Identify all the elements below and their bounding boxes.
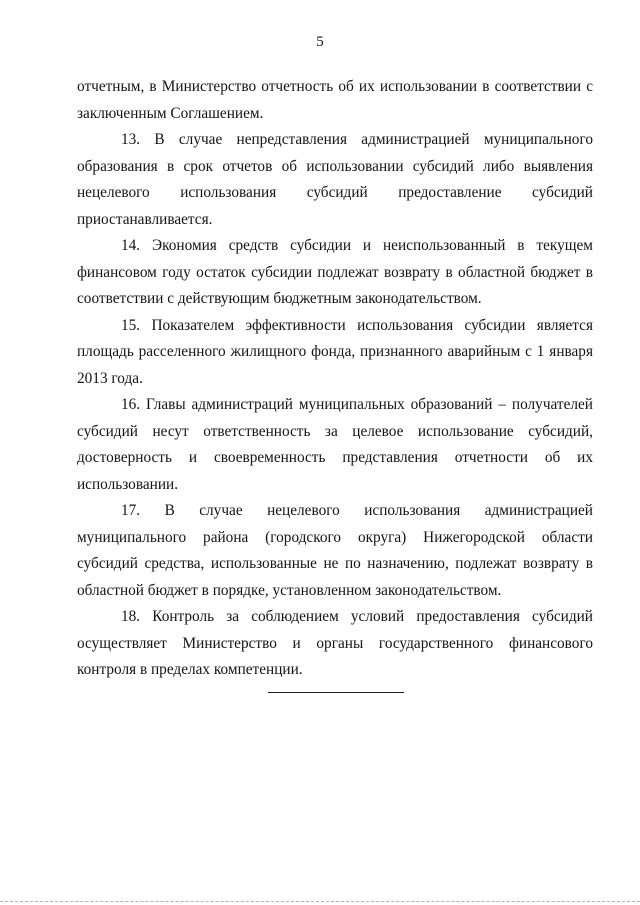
text-line: 14. Экономия средств субсидии и неиспользованный в текущем (121, 237, 593, 254)
paragraph-item-17 (77, 498, 593, 604)
paragraph-continuation (77, 74, 593, 127)
text-line: 15. Показателем эффективности использования субсидии является (121, 316, 593, 334)
text-line: заключенным Соглашением. (77, 104, 264, 122)
text-line: финансовом году остаток субсидии подлежат возврату в областной бюджет в (77, 263, 593, 281)
text-line: 13. В случае непредставления администрацией муниципального (121, 131, 593, 148)
text-line: субсидий средства, использованные не по назначению, подлежат возврату в (77, 555, 593, 572)
text-line: осуществляет Министерство и органы государственного финансового (77, 634, 593, 652)
paragraph-item-14 (77, 233, 593, 313)
text-line: нецелевого использования субсидий предоставление субсидий (77, 184, 593, 201)
text-line: площадь расселенного жилищного фонда, признанного аварийным с 1 января (77, 343, 593, 360)
document-body (77, 74, 593, 684)
text-line: 18. Контроль за соблюдением условий предоставления субсидий (121, 608, 593, 625)
paragraph-item-16 (77, 392, 593, 498)
text-line: соответствии с действующим бюджетным законодательством. (77, 290, 482, 307)
paragraph-item-15 (77, 313, 593, 393)
text-line: 16. Главы администраций муниципальных образований – получателей (121, 396, 593, 413)
end-of-document-rule (268, 692, 404, 693)
paragraph-item-13 (77, 127, 593, 233)
text-line: 2013 года. (77, 369, 143, 387)
page-number: 5 (316, 34, 324, 50)
scan-edge-line (0, 901, 640, 902)
text-line: контроля в пределах компетенции. (77, 661, 303, 678)
text-line: использовании. (77, 475, 179, 493)
text-line: муниципального района (городского округа) Нижегородской области (77, 528, 593, 546)
text-line: областной бюджет в порядке, установленном законодательством. (77, 581, 502, 599)
text-line: достоверность и своевременность представления отчетности об их (77, 449, 593, 466)
text-line: образования в срок отчетов об использовании субсидий либо выявления (77, 157, 593, 175)
paragraph-item-18 (77, 604, 593, 684)
text-line: субсидий несут ответственность за целевое использование субсидий, (77, 422, 593, 440)
text-line: отчетным, в Министерство отчетность об их использовании в соответствии с (77, 78, 593, 95)
text-line: 17. В случае нецелевого использования администрацией (121, 502, 593, 519)
text-line: приостанавливается. (77, 210, 213, 228)
